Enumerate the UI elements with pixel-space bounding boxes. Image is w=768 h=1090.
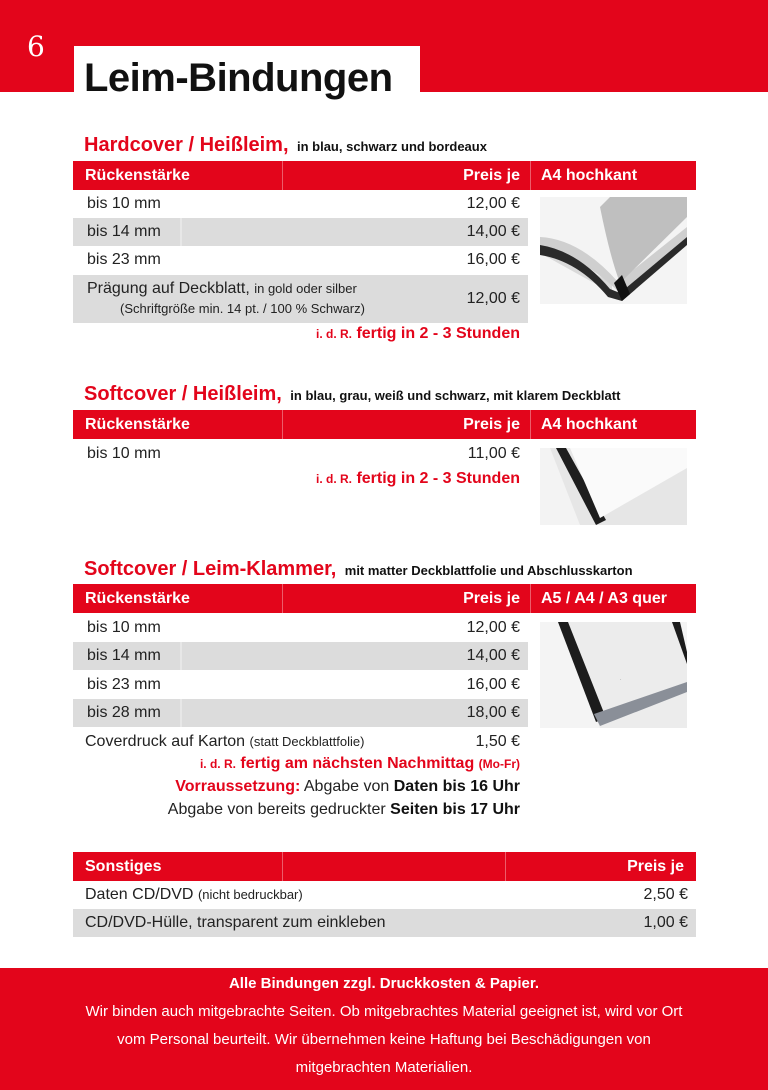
page-number: 6 (27, 30, 45, 63)
note-prefix: i. d. R. (315, 327, 352, 341)
requirement-text: Abgabe von (303, 778, 390, 795)
row-label-small: (nicht bedruckbar) (197, 887, 303, 902)
cover-price: 1,50 € (475, 733, 520, 750)
table-row (73, 614, 528, 642)
cover-row (73, 728, 528, 756)
misc-header-col1: Sonstiges (85, 858, 162, 875)
table-row (73, 699, 528, 727)
row-label: bis 23 mm (87, 251, 161, 268)
section1-header-col1: Rückenstärke (85, 167, 190, 184)
section2-header-col3: A4 hochkant (541, 416, 638, 433)
section2-table-header (73, 410, 696, 439)
section1-title-main: Hardcover / Heißleim, (84, 134, 289, 156)
section2-note (316, 470, 520, 488)
cover-label-main: Coverdruck auf Karton (85, 733, 246, 750)
section1-header-col2: Preis je (463, 167, 520, 184)
row-label: bis 10 mm (87, 195, 161, 212)
requirement-label: Vorraussetzung: (175, 778, 301, 795)
row-label: bis 10 mm (87, 619, 161, 636)
misc-table-header (73, 852, 696, 881)
embossing-label-small: in gold oder silber (254, 281, 357, 296)
row-price: 18,00 € (466, 704, 520, 721)
cover-label (85, 728, 364, 756)
table-row (73, 642, 528, 670)
section3-header-col2: Preis je (463, 590, 520, 607)
footer-bold-line: Alle Bindungen zzgl. Druckkosten & Papier. (228, 975, 540, 992)
cell-divider (180, 699, 182, 727)
requirement-bold: Daten bis 16 Uhr (393, 778, 520, 795)
misc-header-col2: Preis je (627, 858, 684, 875)
row-price: 14,00 € (466, 223, 520, 240)
svg-text:.: . (618, 675, 623, 682)
section3-subtitle: mit matter Deckblattfolie und Abschlusskarton (344, 563, 633, 578)
row-price: 11,00 € (467, 445, 520, 462)
row-label: bis 10 mm (87, 445, 161, 462)
embossing-label-line1 (87, 277, 357, 301)
row-price: 2,50 € (643, 886, 688, 903)
header-divider (282, 852, 283, 881)
cell-divider (180, 218, 182, 246)
softcover-book-photo (540, 448, 687, 525)
row-label (85, 881, 303, 909)
header-divider (282, 161, 283, 190)
footer (0, 968, 768, 1090)
section3-requirement2 (168, 801, 520, 819)
embossing-label: Prägung auf Deckblatt, (87, 280, 250, 297)
section2-title (84, 383, 620, 406)
embossing-label-line2: (Schriftgröße min. 14 pt. / 100 % Schwarz) (120, 301, 365, 316)
header-divider (505, 852, 506, 881)
section2-header-col1: Rückenstärke (85, 416, 190, 433)
section1-note (316, 325, 520, 343)
header-divider (530, 584, 531, 613)
section2-subtitle: in blau, grau, weiß und schwarz, mit klarem Deckblatt (290, 388, 621, 403)
table-row (73, 246, 528, 274)
page-title: Leim-Bindungen (84, 56, 393, 100)
header-divider (282, 584, 283, 613)
section1-title (84, 134, 487, 157)
row-price: 14,00 € (466, 647, 520, 664)
note-text: fertig in 2 - 3 Stunden (356, 325, 520, 342)
section3-title (84, 558, 633, 581)
section3-note (200, 755, 520, 773)
note-suffix: (Mo-Fr) (478, 757, 520, 771)
leim-klammer-book-photo (540, 622, 687, 728)
section1-header-col3: A4 hochkant (541, 167, 638, 184)
footer-text-line2: vom Personal beurteilt. Wir übernehmen keine Haftung bei Beschädigungen von (117, 1031, 651, 1048)
table-row (73, 190, 528, 218)
requirement2-text: Abgabe von bereits gedruckter (167, 801, 386, 818)
row-price: 16,00 € (466, 251, 520, 268)
hardcover-book-photo (540, 197, 687, 304)
cell-divider (180, 642, 182, 670)
embossing-row (73, 275, 528, 323)
section2-header-col2: Preis je (463, 416, 520, 433)
section2-title-main: Softcover / Heißleim, (84, 383, 282, 405)
table-row (73, 881, 696, 909)
note-prefix: i. d. R. (199, 757, 236, 771)
row-price: 1,00 € (643, 914, 688, 931)
section3-table-header (73, 584, 696, 613)
row-price: 12,00 € (466, 619, 520, 636)
row-label: CD/DVD-Hülle, transparent zum einkleben (85, 914, 386, 931)
title-box (74, 46, 420, 108)
note-prefix: i. d. R. (315, 472, 352, 486)
row-label: bis 23 mm (87, 676, 161, 693)
cover-label-small: (statt Deckblattfolie) (249, 734, 365, 749)
section3-header-col3: A5 / A4 / A3 quer (541, 590, 667, 607)
section1-subtitle: in blau, schwarz und bordeaux (296, 139, 487, 154)
section3-requirement (175, 778, 520, 796)
note-text: fertig am nächsten Nachmittag (240, 755, 475, 772)
row-label: bis 14 mm (87, 223, 161, 240)
row-label: bis 14 mm (87, 647, 161, 664)
footer-text-line3: mitgebrachten Materialien. (295, 1059, 473, 1076)
table-row (73, 909, 696, 937)
row-label-main: Daten CD/DVD (85, 886, 194, 903)
table-row (73, 440, 528, 468)
section1-table-header (73, 161, 696, 190)
row-price: 12,00 € (466, 195, 520, 212)
row-label: bis 28 mm (87, 704, 161, 721)
embossing-price: 12,00 € (466, 290, 520, 307)
header-divider (530, 161, 531, 190)
section3-title-main: Softcover / Leim-Klammer, (84, 558, 337, 580)
footer-text-line1: Wir binden auch mitgebrachte Seiten. Ob mitgebrachtes Material geeignet ist, wird vor Ort (85, 1003, 683, 1020)
section3-header-col1: Rückenstärke (85, 590, 190, 607)
note-text: fertig in 2 - 3 Stunden (356, 470, 520, 487)
table-row (73, 218, 528, 246)
table-row (73, 671, 528, 699)
header-divider (282, 410, 283, 439)
row-price: 16,00 € (466, 676, 520, 693)
header-divider (530, 410, 531, 439)
requirement2-bold: Seiten bis 17 Uhr (390, 801, 520, 818)
